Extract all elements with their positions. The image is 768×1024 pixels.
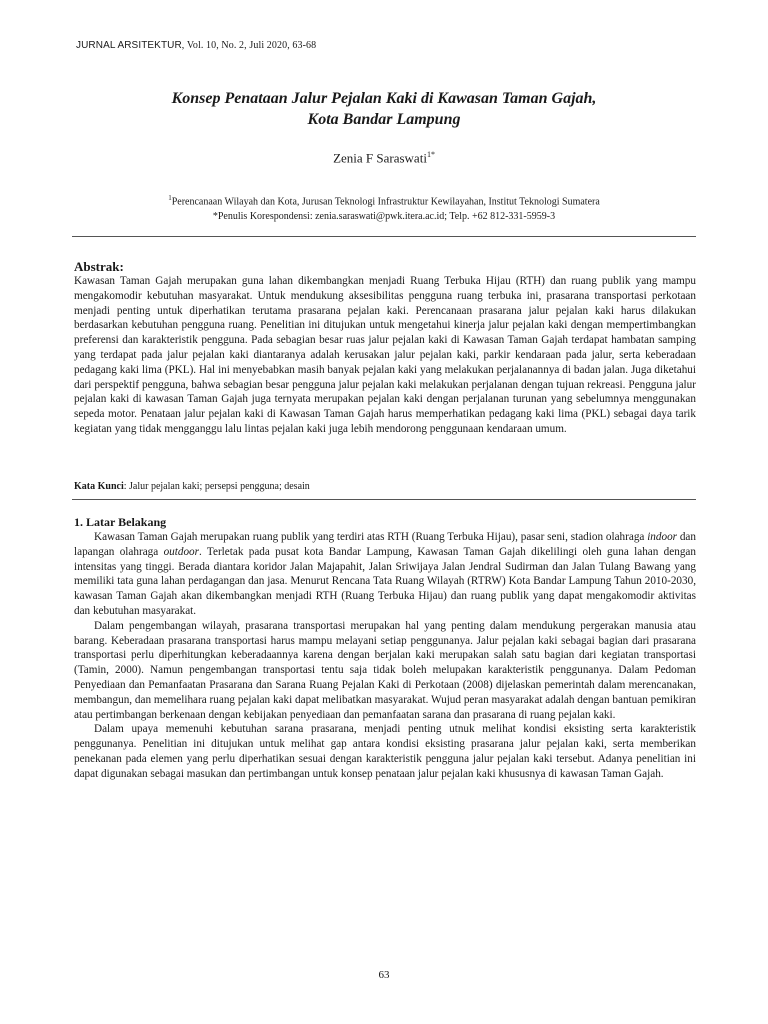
author [76, 150, 692, 166]
paragraph-2: Dalam pengembangan wilayah, prasarana transportasi merupakan hal yang penting dalam mendukung pergerakan manusia atau barang. Keberadaan prasarana transportasi harus mampu melayani setiap penggunanya. Jalur pejalan kaki sebagai bagian dari prasarana transportasi perlu diperhitungkan keberadaannya karena dengan berjalan kaki merupakan salah satu bagian dari kegiatan transportasi (Tamin, 2000). Namun pengembangan transportasi tentu saja tidak boleh melupakan karakteristik penggunanya. Dalam Pedoman Penyediaan dan Pemanfaatan Prasarana dan Sarana Ruang Pejalan Kaki di Perkotaan (2008) dijelaskan pemerintah dalam merencanakan, membangun, dan memelihara ruang pejalan kaki dapat melibatkan masyarakat. Wujud peran masyarakat adalah dengan bantuan pemikiran atau pertimbangan berkenaan dengan kebijakan penyediaan dan pemanfaatan sarana dan prasarana di ruang pejalan kaki. [74, 619, 696, 721]
journal-name: JURNAL ARSITEKTUR [76, 40, 182, 51]
section-heading: 1. Latar Belakang [74, 515, 167, 529]
author-mark: 1* [426, 150, 435, 159]
term-outdoor: outdoor [163, 545, 199, 558]
term-indoor: indoor [647, 531, 678, 543]
title-line-1: Konsep Penataan Jalur Pejalan Kaki di Kawasan Taman Gajah, [171, 90, 597, 107]
paragraph-3: Dalam upaya memenuhi kebutuhan sarana prasarana, menjadi penting utnuk melihat kondisi eksisting serta karakteristik penggunanya. Penelitian ini ditujukan untuk melihat gap antara kondisi eksisting prasarana jalur pejalan kaki, serta memberikan penekanan pada elemen yang perlu diperhatikan sesuai dengan karakteristik pengguna jalur pejalan kaki tersebut. Adanya penelitian ini dapat digunakan sebagai masukan dan pertimbangan untuk konsep penataan jalur pejalan kaki khususnya di kawasan Taman Gajah. [74, 723, 696, 780]
top-divider [72, 236, 696, 237]
paragraph-1-part-a: Kawasan Taman Gajah merupakan ruang publik yang terdiri atas RTH (Ruang Terbuka Hijau), pasar seni, stadion olahraga [94, 531, 648, 543]
keywords [74, 481, 696, 492]
keywords-text: : Jalur pejalan kaki; persepsi pengguna; desain [123, 481, 310, 492]
abstract-text: Kawasan Taman Gajah merupakan guna lahan dikembangkan menjadi Ruang Terbuka Hijau (RTH) dan ruang publik yang mampu mengakomodir kebutuhan masyarakat. Untuk mendukung aksesibilitas pengguna ruang terbuka ini, prasarana transportasi perkotaan menjadi penting untuk diperhatikan terutama prasarana pejalan kaki. Perencanaan prasarana jalur pejalan kaki harus dilakukan berdasarkan kebutuhan pengguna ruang. Penelitian ini ditujukan untuk mengetahui kinerja jalur pejalan kaki dengan mempertimbangkan preferensi dan karakteristik pengguna. Pada sebagian besar ruas jalur pejalan kaki di Kawasan Taman Gajah terdapat hambatan samping yang terdapat pada jalur pejalan kaki diantaranya adalah kerusakan jalur pejalan kaki, parkir kendaraan pada jalur, serta keberadaan pedagang kaki lima (PKL). Hal ini menyebabkan masih banyak pejalan kaki yang melakukan perjalanannya di badan jalan. Juga diketahui dari perspektif pengguna, bahwa sebagian besar pengguna jalur pejalan kaki melakukan perjalanan dengan tujuan rekreasi. Pengguna jalur pejalan kaki di kawasan Taman Gajah juga ternyata merupakan pejalan kaki dengan perjalanan turunan yang sebelumnya menggunakan sepeda motor. Penataan jalur pejalan kaki di Kawasan Taman Gajah harus memperhatikan pedagang kaki lima (PKL) sebagai daya tarik kegiatan yang tidak mengganggu lalu lintas pejalan kaki juga lebih mendorong penggunaan kendaraan umum. [74, 275, 696, 435]
affiliation-line-1 [76, 191, 692, 209]
paragraph-1-part-b: dan lapangan olahraga [74, 531, 696, 558]
running-head [76, 40, 316, 51]
affiliation-mark: 1 [168, 194, 172, 202]
page-number: 63 [378, 969, 390, 981]
title-line-2: Kota Bandar Lampung [307, 111, 461, 128]
paper-title [76, 88, 692, 130]
paragraph-1-part-c: . Terletak pada pusat kota Bandar Lampung, Kawasan Taman Gajah dikelilingi oleh guna lahan dengan intensitas yang tinggi. Berada diantara koridor Jalan Majapahit, Jalan Sriwijaya Jalan Jendral Sudirman dan Jalan Tulang Bawang yang memiliki tata guna lahan perdagangan dan jasa. Menurut Rencana Tata Ruang Wilayah (RTRW) Kota Bandar Lampung Tahun 2010-2030, kawasan Taman Gajah akan dikembangkan menjadi RTH (Ruang Terbuka Hijau) dan ruang publik yang dapat mengakomodir aktivitas dan kebutuhan masyarakat. [74, 545, 696, 617]
affiliation [76, 191, 692, 224]
author-name: Zenia F Saraswati [333, 150, 427, 166]
corresponding-author: *Penulis Korespondensi: zenia.saraswati@pwk.itera.ac.id; Telp. +62 812-331-5959-3 [212, 211, 556, 223]
paragraph-1 [74, 530, 696, 619]
abstract-heading: Abstrak: [74, 259, 124, 274]
section-body [74, 530, 696, 782]
bottom-divider [72, 499, 696, 500]
keywords-label: Kata Kunci [74, 481, 124, 492]
affiliation-text: Perencanaan Wilayah dan Kota, Jurusan Teknologi Infrastruktur Kewilayahan, Institut Teknologi Sumatera [171, 196, 600, 208]
journal-issue: , Vol. 10, No. 2, Juli 2020, 63-68 [181, 40, 317, 51]
